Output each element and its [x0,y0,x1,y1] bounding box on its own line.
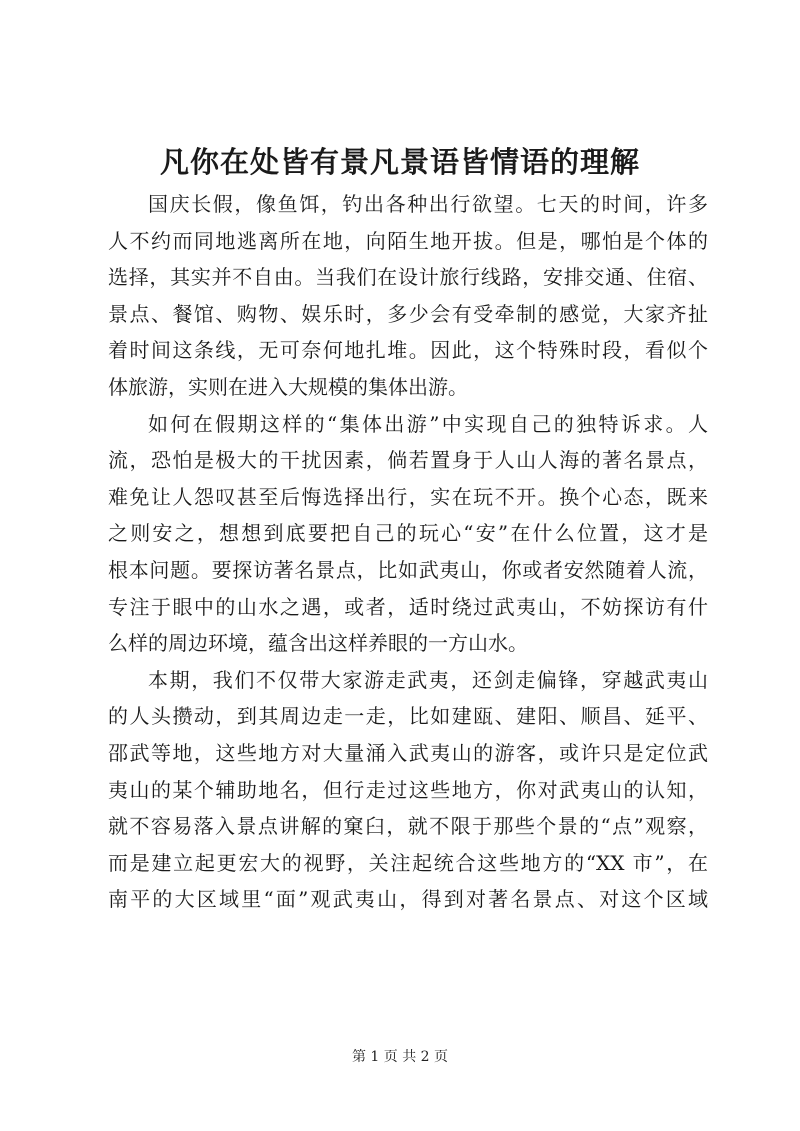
text-line: 选择，其实并不自由。当我们在设计旅行线路，安排交通、住宿、 [108,265,708,290]
document-title: 凡你在处皆有景凡景语皆情语的理解 [159,145,640,179]
text-line: 如何在假期这样的“集体出游”中实现自己的独特诉求。人 [148,411,708,436]
text-line: 根本问题。要探访著名景点，比如武夷山，你或者安然随着人流， [108,557,708,582]
text-line: 之则安之，想想到底要把自己的玩心“安”在什么位置，这才是 [108,521,708,546]
text-line: 本期，我们不仅带大家游走武夷，还剑走偏锋，穿越武夷山 [148,667,708,692]
text-line: 景点、餐馆、购物、娱乐时，多少会有受牵制的感觉，大家齐扯 [108,301,708,326]
text-line: 就不容易落入景点讲解的窠臼，就不限于那些个景的“点”观察， [108,814,708,839]
text-line: 国庆长假，像鱼饵，钓出各种出行欲望。七天的时间，许多 [148,192,708,216]
text-line: 流，恐怕是极大的干扰因素，倘若置身于人山人海的著名景点， [108,448,708,473]
text-line: 专注于眼中的山水之遇，或者，适时绕过武夷山，不妨探访有什 [108,594,708,619]
text-line: 邵武等地，这些地方对大量涌入武夷山的游客，或许只是定位武 [108,740,708,765]
text-line: 着时间这条线，无可奈何地扎堆。因此，这个特殊时段，看似个 [108,338,708,363]
text-line: 难免让人怨叹甚至后悔选择出行，实在玩不开。换个心态，既来 [108,484,708,509]
text-line: 而是建立起更宏大的视野，关注起统合这些地方的“XX 市”，在 [108,850,708,875]
text-line: 夷山的某个辅助地名，但行走过这些地方，你对武夷山的认知， [108,777,708,802]
text-line: 南平的大区域里“面”观武夷山，得到对著名景点、对这个区域 [108,887,708,912]
text-line: 的人头攒动，到其周边走一走，比如建瓯、建阳、顺昌、延平、 [108,704,708,729]
page-number-footer: 第 1 页 共 2 页 [351,1049,449,1065]
text-line: 么样的周边环境，蕴含出这样养眼的一方山水。 [108,631,528,656]
text-line: 体旅游，实则在进入大规模的集体出游。 [108,374,468,399]
document-body [108,186,708,918]
text-line: 人不约而同地逃离所在地，向陌生地开拔。但是，哪怕是个体的 [108,228,708,253]
